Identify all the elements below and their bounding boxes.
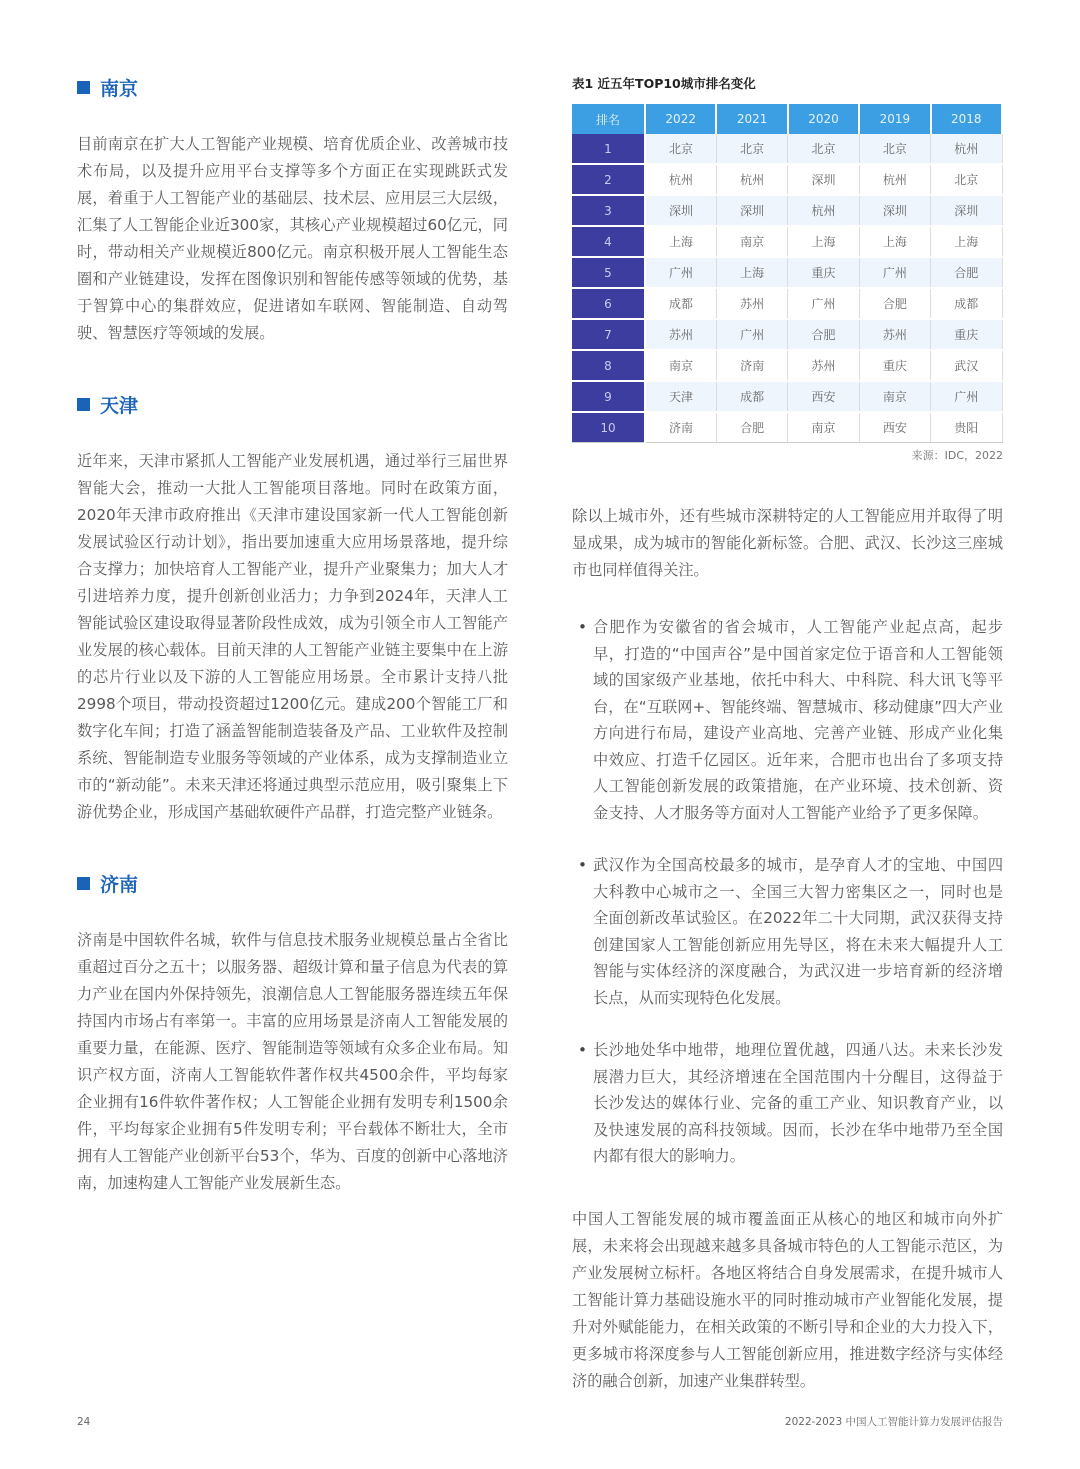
city-cell: 深圳 — [931, 195, 1002, 226]
city-cell: 深圳 — [645, 195, 716, 226]
table-row — [572, 412, 1002, 443]
city-cell: 苏州 — [716, 288, 787, 319]
city-cell: 南京 — [645, 350, 716, 381]
table-header-row — [572, 104, 1002, 134]
city-cell: 北京 — [931, 164, 1002, 195]
table-header-cell: 2021 — [716, 104, 787, 134]
bullet-wuhan: • 武汉作为全国高校最多的城市，是孕育人才的宝地、中国四大科教中心城市之一、全国三大智力密集区之一，同时也是全面创新改革试验区。在2022年二十大同期，武汉获得支持创建国家人工智能创新应用先导区，将在未来大幅提升人工智能与实体经济的深度融合，为武汉进一步培育新的经济增长点，从而实现特色化发展。 — [572, 852, 1003, 1011]
city-cell: 广州 — [716, 319, 787, 350]
table-source: 来源：IDC，2022 — [911, 449, 1003, 462]
rank-cell: 4 — [572, 226, 645, 257]
section-heading: 天津 — [77, 391, 508, 418]
city-cell: 成都 — [931, 288, 1002, 319]
city-cell: 上海 — [716, 257, 787, 288]
page-footer — [0, 1395, 1080, 1469]
city-cell: 广州 — [645, 257, 716, 288]
city-bullet-list — [572, 614, 1003, 1170]
city-cell: 杭州 — [645, 164, 716, 195]
rank-cell: 9 — [572, 381, 645, 412]
city-cell: 苏州 — [788, 350, 859, 381]
rank-cell: 2 — [572, 164, 645, 195]
city-cell: 成都 — [716, 381, 787, 412]
city-cell: 上海 — [931, 226, 1002, 257]
city-cell: 北京 — [788, 134, 859, 164]
section-body: 近年来，天津市紧抓人工智能产业发展机遇，通过举行三届世界智能大会，推动一大批人工智能项目落地。同时在政策方面，2020年天津市政府推出《天津市建设国家新一代人工智能创新发展试验区行动计划》，指出要加速重大应用场景落地，提升综合支撑力；加快培育人工智能产业，提升产业聚集力；加大人才引进培养力度，提升创新创业活力；力争到2024年，天津人工智能试验区建设取得显著阶段性成效，成为引领全市人工智能产业发展的核心载体。目前天津的人工智能产业链主要集中在上游的芯片行业以及下游的人工智能应用场景。全市累计支持八批2998个项目，带动投资超过1200亿元。建成200个智能工厂和数字化车间；打造了涵盖智能制造装备及产品、工业软件及控制系统、智能制造专业服务等领域的产业体系，成为支撑制造业立市的“新动能”。未来天津还将通过典型示范应用，吸引聚集上下游优势企业，形成国产基础软硬件产品群，打造完整产业链条。 — [77, 452, 508, 821]
city-cell: 北京 — [859, 134, 930, 164]
city-cell: 合肥 — [859, 288, 930, 319]
table-row — [572, 226, 1002, 257]
city-cell: 北京 — [645, 134, 716, 164]
table-row — [572, 381, 1002, 412]
section-heading: 南京 — [77, 74, 508, 101]
city-cell: 合肥 — [931, 257, 1002, 288]
city-cell: 西安 — [859, 412, 930, 443]
rank-cell: 6 — [572, 288, 645, 319]
city-cell: 杭州 — [716, 164, 787, 195]
city-cell: 重庆 — [931, 319, 1002, 350]
city-cell: 贵阳 — [931, 412, 1002, 443]
square-bullet-icon — [77, 81, 90, 94]
city-cell: 合肥 — [716, 412, 787, 443]
intro-paragraph: 除以上城市外，还有些城市深耕特定的人工智能应用并取得了明显成果，成为城市的智能化新标签。合肥、武汉、长沙这三座城市也同样值得关注。 — [572, 507, 1003, 579]
city-cell: 苏州 — [859, 319, 930, 350]
city-cell: 重庆 — [859, 350, 930, 381]
table-row — [572, 319, 1002, 350]
city-cell: 南京 — [788, 412, 859, 443]
city-cell: 上海 — [788, 226, 859, 257]
table-row — [572, 134, 1002, 164]
report-title: 2022-2023 中国人工智能计算力发展评估报告 — [784, 1415, 1003, 1428]
rank-cell: 10 — [572, 412, 645, 443]
table-header-cell: 2018 — [931, 104, 1002, 134]
rank-cell: 8 — [572, 350, 645, 381]
table-caption: 表1 近五年TOP10城市排名变化 — [572, 76, 756, 91]
table-row — [572, 257, 1002, 288]
city-cell: 广州 — [931, 381, 1002, 412]
bullet-changsha: • 长沙地处华中地带，地理位置优越，四通八达。未来长沙发展潜力巨大，其经济增速在全国范围内十分醒目，这得益于长沙发达的媒体行业、完备的重工产业、知识教育产业，以及快速发展的高科技领域。因而，长沙在华中地带乃至全国内都有很大的影响力。 — [572, 1037, 1003, 1170]
section-body: 济南是中国软件名城，软件与信息技术服务业规模总量占全省比重超过百分之五十；以服务器、超级计算和量子信息为代表的算力产业在国内外保持领先，浪潮信息人工智能服务器连续五年保持国内市场占有率第一。丰富的应用场景是济南人工智能发展的重要力量，在能源、医疗、智能制造等领域有众多企业布局。知识产权方面，济南人工智能软件著作权共4500余件，平均每家企业拥有16件软件著作权；人工智能企业拥有发明专利1500余件，平均每家企业拥有5件发明专利；平台载体不断壮大，全市拥有人工智能产业创新平台53个，华为、百度的创新中心落地济南，加速构建人工智能产业发展新生态。 — [77, 931, 508, 1192]
city-cell: 北京 — [716, 134, 787, 164]
right-column — [572, 74, 1003, 1395]
ranking-table — [572, 104, 1003, 443]
table-header-cell: 排名 — [572, 104, 645, 134]
city-cell: 深圳 — [716, 195, 787, 226]
rank-cell: 5 — [572, 257, 645, 288]
city-cell: 苏州 — [645, 319, 716, 350]
city-cell: 武汉 — [931, 350, 1002, 381]
section-body: 目前南京在扩大人工智能产业规模、培育优质企业、改善城市技术布局，以及提升应用平台支撑等多个方面正在实现跳跃式发展，着重于人工智能产业的基础层、技术层、应用层三大层级，汇集了人工智能企业近300家，其核心产业规模超过60亿元，同时，带动相关产业规模近800亿元。南京积极开展人工智能生态圈和产业链建设，发挥在图像识别和智能传感等领域的优势，基于智算中心的集群效应，促进诸如车联网、智能制造、自动驾驶、智慧医疗等领域的发展。 — [77, 135, 508, 342]
left-column — [77, 74, 508, 1395]
section-tianjin — [77, 391, 508, 826]
table-header-cell: 2022 — [645, 104, 716, 134]
city-cell: 成都 — [645, 288, 716, 319]
city-cell: 广州 — [859, 257, 930, 288]
rank-cell: 7 — [572, 319, 645, 350]
city-cell: 济南 — [645, 412, 716, 443]
section-heading: 济南 — [77, 870, 508, 897]
city-cell: 南京 — [716, 226, 787, 257]
city-cell: 上海 — [645, 226, 716, 257]
table-row — [572, 350, 1002, 381]
page-number: 24 — [77, 1415, 91, 1428]
city-cell: 南京 — [859, 381, 930, 412]
square-bullet-icon — [77, 398, 90, 411]
bullet-hefei: • 合肥作为安徽省的省会城市，人工智能产业起点高，起步早，打造的“中国声谷”是中国首家定位于语音和人工智能领域的国家级产业基地，依托中科大、中科院、科大讯飞等平台，在“互联网+、智能终端、智慧城市、移动健康”四大产业方向进行布局，建设产业高地、完善产业链、形成产业化集中效应、打造千亿园区。近年来，合肥市也出台了多项支持人工智能创新发展的政策措施，在产业环境、技术创新、资金支持、人才服务等方面对人工智能产业给予了更多保障。 — [572, 614, 1003, 826]
city-cell: 重庆 — [788, 257, 859, 288]
table-row — [572, 288, 1002, 319]
city-cell: 合肥 — [788, 319, 859, 350]
city-cell: 济南 — [716, 350, 787, 381]
table-row — [572, 195, 1002, 226]
city-cell: 杭州 — [788, 195, 859, 226]
square-bullet-icon — [77, 877, 90, 890]
table-header-cell: 2019 — [859, 104, 930, 134]
table-row — [572, 164, 1002, 195]
city-cell: 深圳 — [788, 164, 859, 195]
table-header-cell: 2020 — [788, 104, 859, 134]
city-cell: 杭州 — [859, 164, 930, 195]
city-cell: 天津 — [645, 381, 716, 412]
city-cell: 杭州 — [931, 134, 1002, 164]
city-cell: 上海 — [859, 226, 930, 257]
section-nanjing — [77, 74, 508, 347]
rank-cell: 1 — [572, 134, 645, 164]
city-cell: 深圳 — [859, 195, 930, 226]
city-cell: 广州 — [788, 288, 859, 319]
city-cell: 西安 — [788, 381, 859, 412]
conclusion-paragraph: 中国人工智能发展的城市覆盖面正从核心的地区和城市向外扩展，未来将会出现越来越多具备城市特色的人工智能示范区，为产业发展树立标杆。各地区将结合自身发展需求，在提升城市人工智能计算力基础设施水平的同时推动城市产业智能化发展，提升对外赋能能力，在相关政策的不断引导和企业的大力投入下，更多城市将深度参与人工智能创新应用，推进数字经济与实体经济的融合创新，加速产业集群转型。 — [572, 1209, 1003, 1390]
rank-cell: 3 — [572, 195, 645, 226]
section-jinan — [77, 870, 508, 1197]
